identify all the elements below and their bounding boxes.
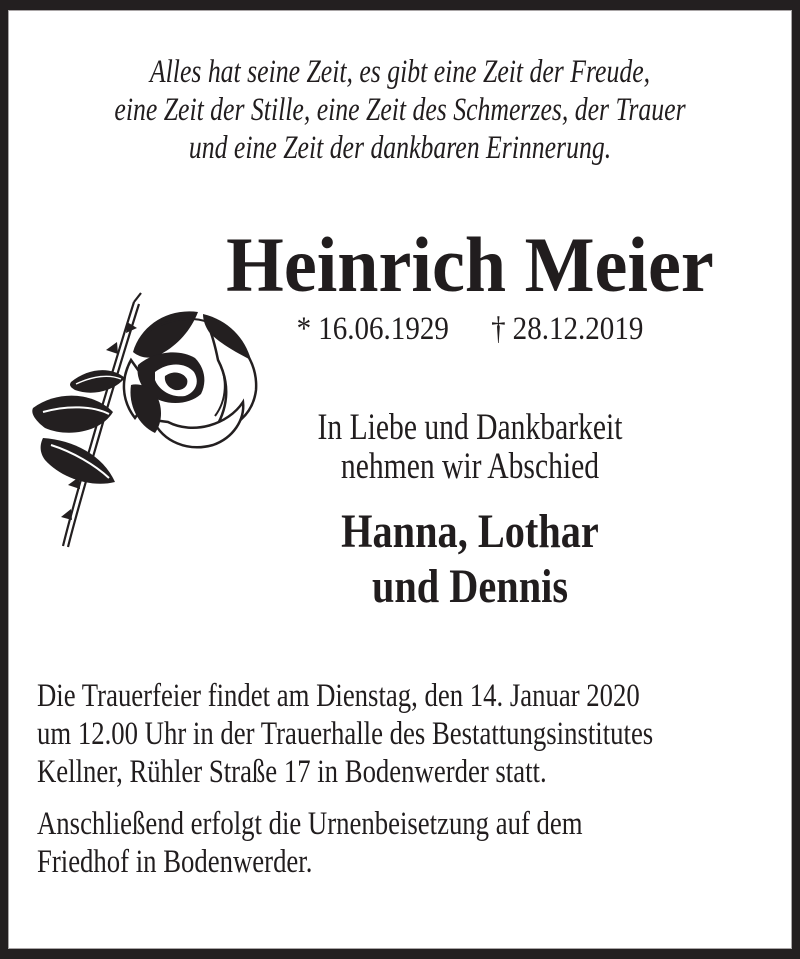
service-line: um 12.00 Uhr in der Trauerhalle des Bestattungsinstitutes — [37, 716, 654, 752]
opening-quote — [94, 53, 706, 167]
burial-line: Anschließend erfolgt die Urnenbeisetzung auf dem — [37, 806, 583, 842]
service-line: Kellner, Rühler Straße 17 in Bodenwerder statt. — [37, 754, 547, 790]
rose-leaves — [32, 370, 125, 484]
quote-line: Alles hat seine Zeit, es gibt eine Zeit der Freude, — [149, 54, 651, 90]
life-dates — [195, 311, 744, 347]
quote-line: und eine Zeit der dankbaren Erinnerung. — [188, 130, 612, 166]
farewell-text — [220, 408, 719, 486]
deceased-name: Heinrich Meier — [226, 221, 714, 308]
died-symbol: † — [491, 311, 506, 347]
service-line: Die Trauerfeier findet am Dienstag, den 14. Januar 2020 — [37, 678, 640, 714]
death-date — [491, 311, 643, 347]
mourners-line: Hanna, Lothar — [341, 505, 599, 558]
mourners-names — [208, 504, 732, 614]
birth-date — [297, 311, 449, 347]
burial-details — [37, 805, 583, 881]
farewell-line: In Liebe und Dankbarkeit — [317, 407, 623, 448]
mourners-line: und Dennis — [371, 560, 569, 613]
farewell-line: nehmen wir Abschied — [340, 446, 600, 487]
born-symbol: * — [296, 311, 312, 347]
death-date-value: 28.12.2019 — [512, 311, 644, 347]
quote-line: eine Zeit der Stille, eine Zeit des Schmerzes, der Trauer — [114, 92, 686, 128]
service-details — [37, 677, 653, 791]
burial-line: Friedhof in Bodenwerder. — [37, 844, 313, 880]
birth-date-value: 16.06.1929 — [318, 311, 449, 347]
